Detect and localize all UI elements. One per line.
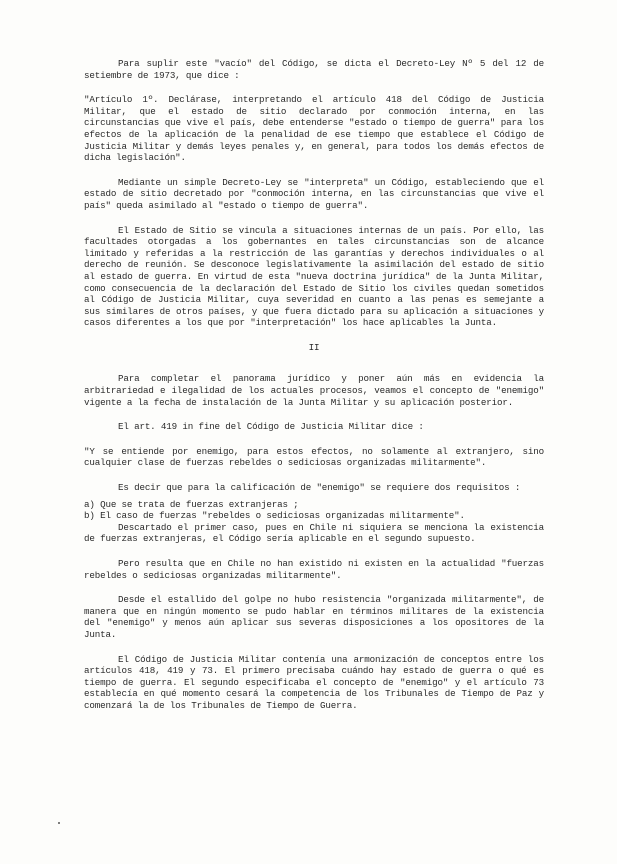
paragraph-enemy-quote: "Y se entiende por enemigo, para estos efectos, no solamente al extranjero, sino cualquier clase de fuerzas rebeldes o sediciosas organizadas militarmente". — [84, 445, 544, 469]
paragraph-no-rebel-forces: Pero resulta que en Chile no han existido ni existen en la actualidad "fuerzas rebeldes o sediciosas organizadas militarmente". — [84, 558, 544, 581]
paragraph-code-articles: El Código de Justicia Militar contenía una armonización de conceptos entre los artículos 418, 419 y 73. El primero precisaba cuándo hay estado de guerra o qué es tiempo de guerra. El segundo especificaba el concepto de "enemigo" y el artículo 73 establecía en qué momento cesará la competencia de los Tribunales de Tiempo de Paz y comenzará la de los Tribunales de Tiempo de Guerra. — [84, 653, 544, 711]
paragraph-decree-interpretation: Mediante un simple Decreto-Ley se "interpreta" un Código, estableciendo que el estado de sitio decretado por "conmoción interna, en las circunstancias que vive el país" queda asimilado al "estado o tiempo de guerra". — [84, 176, 544, 211]
list-item-a: a) Que se trata de fuerzas extranjeras ; — [84, 498, 299, 510]
page-mark — [58, 822, 60, 824]
section-heading: II — [308, 341, 320, 353]
paragraph-decree-intro: Para suplir este "vacío" del Código, se dicta el Decreto-Ley Nº 5 del 12 de setiembre de 1973, que dice : — [84, 58, 544, 81]
paragraph-article-quote: "Artículo 1º. Declárase, interpretando el artículo 418 del Código de Justicia Militar, que el estado de sitio declarado por conmoción interna, en las circunstancias que vive el país, debe entenderse "estado o tiempo de guerra" para los efectos de la aplicación de la penalidad de ese tiempo que establece el Código de Justicia Militar y demás leyes penales y, en general, para todos los demás efectos de dicha legislación". — [84, 94, 544, 164]
paragraph-state-of-siege: El Estado de Sitio se vincula a situaciones internas de un país. Por ello, las facultades otorgadas a los gobernantes en tales circunstancias son de alcance limitado y referidas a la restricción de las garantías y derechos individuales o al derecho de reunión. Se desconoce legislativamente la asimilación del estado de sitio al estado de guerra. En virtud de esta "nueva doctrina jurídica" de la Junta Militar, como consecuencia de la declaración del Estado de Sitio los civiles quedan sometidos al Código de Justicia Militar, cuya severidad en cuanto a las penas es semejante a sus similares de otros países, y que fuera dictado para su aplicación a situaciones y casos diferentes a los que por "interpretación" los hace aplicables la Junta. — [84, 224, 544, 329]
list-item-b: b) El caso de fuerzas "rebeldes o sediciosas organizadas militarmente". — [84, 510, 465, 522]
paragraph-art-419: El art. 419 in fine del Código de Justicia Militar dice : — [118, 421, 424, 433]
paragraph-first-case: Descartado el primer caso, pues en Chile ni siquiera se menciona la existencia de fuerzas extranjeras, el Código sería aplicable en el segundo supuesto. — [84, 521, 544, 545]
paragraph-enemy-concept: Para completar el panorama jurídico y poner aún más en evidencia la arbitrariedad e ilegalidad de los actuales procesos, veamos el concepto de "enemigo" vigente a la fecha de instalación de la Junta Militar y su aplicación posterior. — [84, 373, 544, 408]
paragraph-no-resistance: Desde el estallido del golpe no hubo resistencia "organizada militarmente", de manera que en ningún momento se pudo hablar en términos militares de la existencia del "enemigo" y menos aún aplicar sus severas disposiciones a los opositores de la Junta. — [84, 594, 544, 640]
document-body — [84, 58, 544, 725]
paragraph-requirements: Es decir que para la calificación de "enemigo" se requiere dos requisitos : — [118, 482, 521, 494]
